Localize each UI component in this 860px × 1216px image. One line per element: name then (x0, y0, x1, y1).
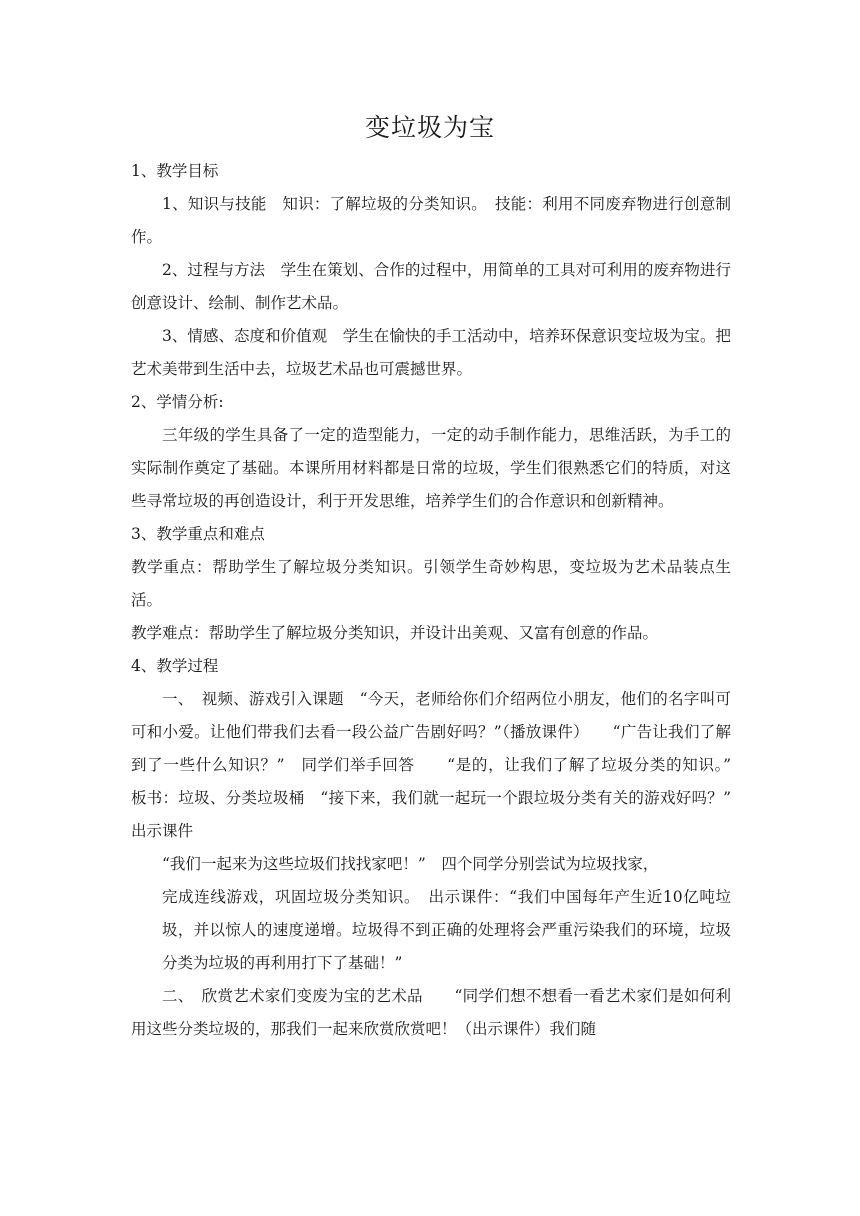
process-heading: 4、教学过程 (131, 657, 219, 675)
difficult-point-paragraph: 教学难点：帮助学生了解垃圾分类知识，并设计出美观、又富有创意的作品。 (131, 624, 659, 642)
key-point-paragraph: 教学重点：帮助学生了解垃圾分类知识。引领学生奇妙构思，变垃圾为艺术品装点生活。 (131, 558, 731, 609)
key-points-heading: 3、教学重点和难点 (131, 525, 265, 543)
analysis-paragraph: 三年级的学生具备了一定的造型能力，一定的动手制作能力，思维活跃，为手工的实际制作奠定了基础。本课所用材料都是日常的垃圾，学生们很熟悉它们的特质，对这些寻常垃圾的再创造设计，利于开发思维，培养学生们的合作意识和创新精神。 (131, 426, 731, 510)
process-step-intro-continued (131, 848, 731, 980)
analysis-heading: 2、学情分析: (131, 393, 224, 411)
objectives-heading: 1、教学目标 (131, 162, 219, 180)
process-step-appreciate: 二、 欣赏艺术家们变废为宝的艺术品 “同学们想不想看一看艺术家们是如何利用这些分类垃圾的，那我们一起来欣赏欣赏吧！（出示课件）我们随 (131, 987, 731, 1038)
process-step-intro: 一、 视频、游戏引入课题 “今天，老师给你们介绍两位小朋友，他们的名字叫可可和小爱。让他们带我们去看一段公益广告剧好吗？”（播放课件） “广告让我们了解到了一些什么知识？” 同学们举手回答 “是的，让我们了解了垃圾分类的知识。” 板书：垃圾、分类垃圾桶 “接下来，我们就一起玩一个跟垃圾分类有关的游戏好吗？” 出示课件 (131, 690, 763, 840)
objective-knowledge: 1、知识与技能 知识：了解垃圾的分类知识。 技能：利用不同废弃物进行创意制作。 (131, 195, 731, 246)
document-title: 变垃圾为宝 (364, 113, 495, 142)
objective-process: 2、过程与方法 学生在策划、合作的过程中，用简单的工具对可利用的废弃物进行创意设计、绘制、制作艺术品。 (131, 261, 731, 312)
objective-values: 3、情感、态度和价值观 学生在愉快的手工活动中，培养环保意识变垃圾为宝。把艺术美带到生活中去，垃圾艺术品也可震撼世界。 (131, 327, 731, 378)
process-step-intro-cont-rest: 完成连线游戏，巩固垃圾分类知识。 出示课件：“我们中国每年产生近10亿吨垃圾，并以惊人的速度递增。垃圾得不到正确的处理将会严重污染我们的环境，垃圾分类为垃圾的再利用打下了基础！” (162, 888, 731, 972)
process-step-intro-cont-first-line: “我们一起来为这些垃圾们找找家吧！” 四个同学分别尝试为垃圾找家， (162, 855, 659, 873)
document-body (131, 155, 763, 1046)
